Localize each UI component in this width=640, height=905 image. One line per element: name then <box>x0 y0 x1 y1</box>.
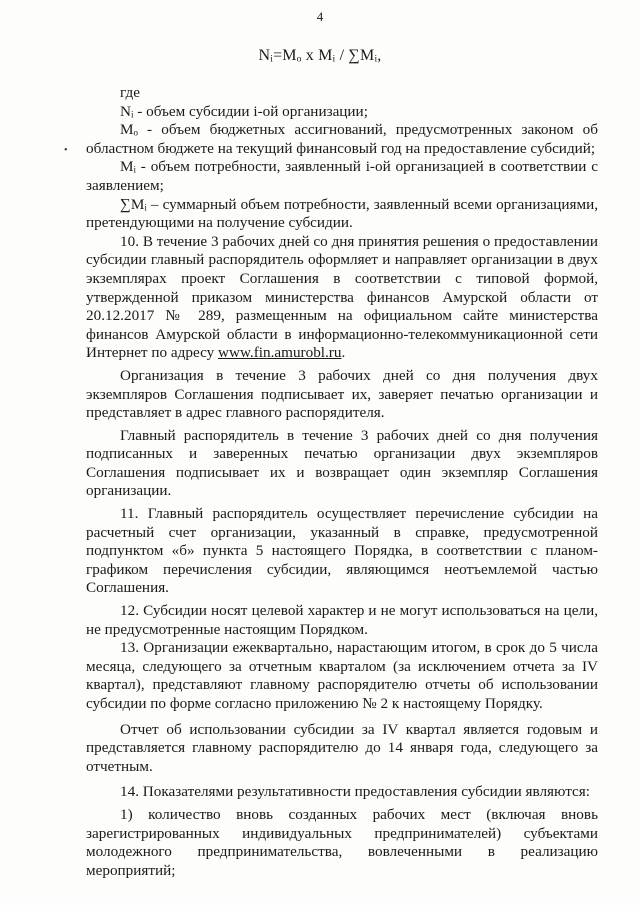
paragraph-10-end: . <box>341 344 346 362</box>
paragraph-13: 13. Организации ежеквартально, нарастающим итогом, в срок до 5 числа месяца, следующего за отчетным кварталом (за исключением отчета за IV квартал), представляют главному распорядителю отчеты об использовании субсидии по форме согласно приложению № 2 к настоящему Порядку. <box>86 639 598 712</box>
definition-mi: Mᵢ - объем потребности, заявленный i-ой организацией в соответствии с заявлением; <box>86 158 598 194</box>
paragraph-10 <box>86 233 598 363</box>
paragraph-11: 11. Главный распорядитель осуществляет перечисление субсидии на расчетный счет организации, указанный в справке, предусмотренной подпунктом «б» пункта 5 настоящего Порядка, в соответствии с планом-графиком перечисления субсидии, являющимся неотъемлемой частью Соглашения. <box>86 505 598 597</box>
paragraph-10-distributor: Главный распорядитель в течение 3 рабочих дней со дня получения подписанных и заверенных печатью организации двух экземпляров Соглашения подписывает их и возвращает один экземпляр Соглашения организации. <box>86 426 598 500</box>
where-label: где <box>120 84 140 101</box>
subsidy-formula: Nᵢ=Mₒ x Mᵢ / ∑Mᵢ, <box>258 47 382 64</box>
definition-mo: Mₒ - объем бюджетных ассигнований, предусмотренных законом об областном бюджете на текущий финансовый год на предоставление субсидий; <box>86 121 598 157</box>
definition-ni: Nᵢ - объем субсидии i-ой организации; <box>120 102 368 120</box>
paragraph-14: 14. Показателями результативности предоставления субсидии являются: <box>120 783 590 801</box>
paragraph-10-text: 10. В течение 3 рабочих дней со дня принятия решения о предоставлении субсидии главный распорядитель оформляет и направляет организации в двух экземплярах проект Соглашения в соответствии с типовой формой, утвержденной приказом министерства финансов Амурской области от 20.12.2017 № 289, размещенным на официальном сайте министерства финансов Амурской области в информационно-телекоммуникационной сети Интернет по адресу <box>86 232 598 362</box>
paragraph-12: 12. Субсидии носят целевой характер и не могут использоваться на цели, не предусмотренные настоящим Порядком. <box>86 602 598 638</box>
ministry-website-link[interactable]: www.fin.amurobl.ru <box>218 344 342 362</box>
paragraph-14-item-1: 1) количество вновь созданных рабочих мест (включая вновь зарегистрированных индивидуальных предпринимателей) субъектами молодежного предпринимательства, вовлеченными в реализацию мероприятий; <box>86 805 598 879</box>
document-body <box>86 84 598 880</box>
definition-sum: ∑Mᵢ – суммарный объем потребности, заявленный всеми организациями, претендующими на получение субсидии. <box>86 195 598 232</box>
margin-mark: • <box>64 145 68 156</box>
page-number: 4 <box>316 9 324 24</box>
paragraph-13-annual-report: Отчет об использовании субсидии за IV квартал является годовым и представляется главному распорядителю до 14 января года, следующего за отчетным. <box>86 720 598 775</box>
paragraph-10-organization: Организация в течение 3 рабочих дней со дня получения двух экземпляров Соглашения подписывает их, заверяет печатью организации и представляет в адрес главного распорядителя. <box>86 366 598 422</box>
